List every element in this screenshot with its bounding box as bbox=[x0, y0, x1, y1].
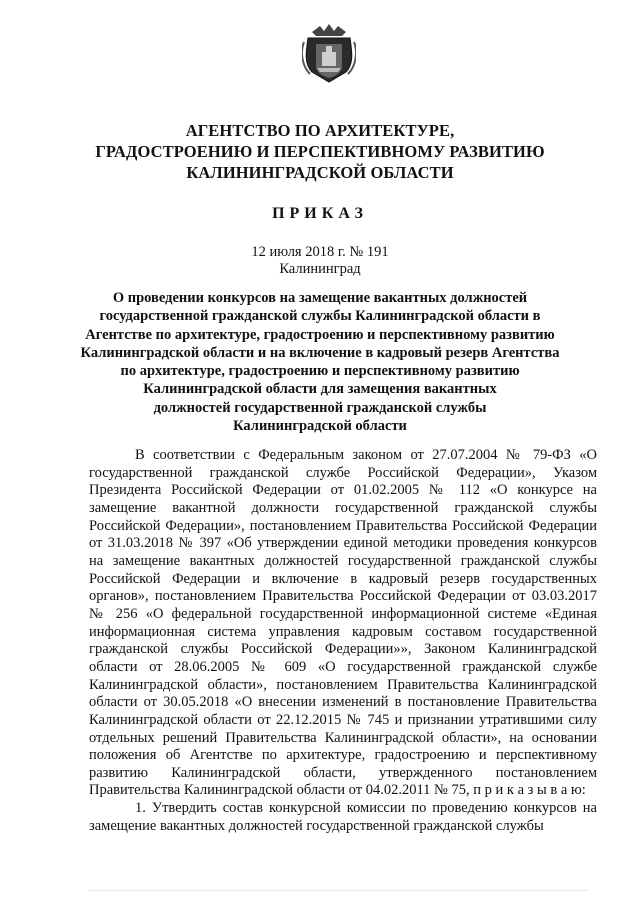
subject-line: государственной гражданской службы Калининградской области в bbox=[99, 308, 541, 325]
page-edge-artifact bbox=[89, 890, 589, 894]
agency-name bbox=[0, 120, 640, 183]
preamble-text: В соответствии с Федеральным законом от 27.07.2004 № 79-ФЗ «О государственной гражданской службе Российской Федерации», Указом Президента Российской Федерации от 01.02.2005 № 112 «О конкурсе на замещение вакантной должности государственной гражданской службы Российской Федерации», постановлением Правительства Российской Федерации от 31.03.2018 № 397 «Об утверждении единой методики проведения конкурсов на замещение вакантных должностей государственной гражданской службы Российской Федерации и включение в кадровый резерв государственных органов», постановлением Правительства Российской Федерации от 03.03.2017 № 256 «О федеральной государственной информационной системе «Единая информационная система управления кадровым составом государственной гражданской службы Российской Федерации»», Законом Калининградской области от 28.06.2005 № 609 «О государственной гражданской службе Калининградской области», постановлением Правительства Калининградской области от 30.05.2018 «О внесении изменений в постановление Правительства Калининградской области от 22.12.2015 № 745 и признании утратившими силу отдельных решений Правительства Калининградской области», на основании положения об Агентстве по архитектуре, градостроению и перспективному развитию Калининградской области, утвержденного постановлением Правительства Калининградской области от 04.02.2011 № 75, bbox=[89, 447, 597, 799]
subject-line: О проведении конкурсов на замещение вакантных должностей bbox=[112, 290, 528, 306]
date-number: 12 июля 2018 г. № 191 bbox=[251, 244, 389, 260]
preamble-paragraph bbox=[89, 447, 597, 800]
subject-line: по архитектуре, градостроению и перспективному развитию bbox=[120, 363, 520, 380]
document-date-place bbox=[0, 244, 640, 278]
subject-line: Калининградской области bbox=[233, 418, 407, 435]
document-subject bbox=[0, 289, 640, 435]
coat-of-arms-icon bbox=[302, 22, 356, 86]
subject-line: Калининградской области и на включение в кадровый резерв Агентства bbox=[80, 344, 560, 361]
document-body bbox=[89, 447, 597, 835]
item-1-paragraph: 1. Утвердить состав конкурсной комиссии по проведению конкурсов на замещение вакантных должностей государственной гражданской службы bbox=[89, 800, 597, 834]
subject-line: должностей государственной гражданской службы bbox=[153, 399, 487, 416]
subject-line: Агентстве по архитектуре, градостроению и перспективному развитию bbox=[85, 326, 555, 343]
agency-line: КАЛИНИНГРАДСКОЙ ОБЛАСТИ bbox=[186, 163, 454, 182]
order-word: п р и к а з ы в а ю: bbox=[473, 782, 586, 799]
agency-line: ГРАДОСТРОЕНИЮ И ПЕРСПЕКТИВНОМУ РАЗВИТИЮ bbox=[95, 142, 545, 161]
agency-line: АГЕНТСТВО ПО АРХИТЕКТУРЕ, bbox=[185, 121, 455, 140]
document-type: ПРИКАЗ bbox=[272, 205, 368, 222]
city: Калининград bbox=[279, 261, 361, 277]
subject-line: Калининградской области для замещения вакантных bbox=[143, 381, 497, 398]
